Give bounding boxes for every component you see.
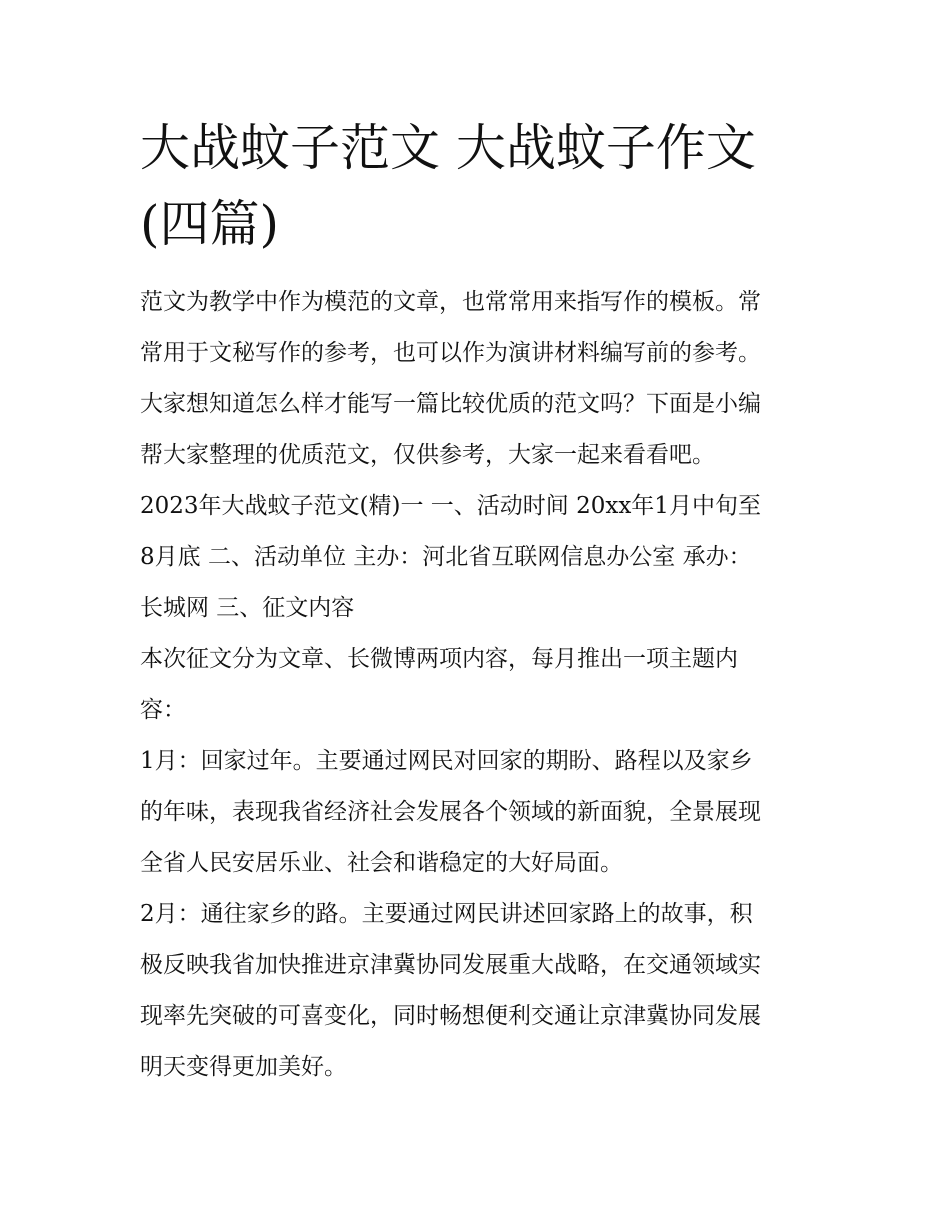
text-line: 极反映我省加快推进京津冀协同发展重大战略，在交通领域实 bbox=[140, 952, 761, 978]
text-line: 容： bbox=[140, 697, 186, 723]
text-line: 现率先突破的可喜变化，同时畅想便利交通让京津冀协同发展 bbox=[140, 1003, 761, 1029]
paragraph-content-overview bbox=[140, 634, 820, 736]
paragraph-february-theme bbox=[140, 889, 820, 1093]
text-line: 长城网 三、征文内容 bbox=[140, 595, 355, 621]
text-line: 本次征文分为文章、长微博两项内容，每月推出一项主题内 bbox=[140, 646, 738, 672]
text-line: 8月底 二、活动单位 主办：河北省互联网信息办公室 承办： bbox=[140, 544, 752, 570]
text-line: 的年味，表现我省经济社会发展各个领域的新面貌，全景展现 bbox=[140, 799, 761, 825]
document-body bbox=[140, 277, 820, 1093]
paragraph-intro bbox=[140, 277, 820, 481]
paragraph-activity-info bbox=[140, 481, 820, 634]
title-line: 大战蚊子范文 大战蚊子作文 bbox=[140, 119, 756, 177]
text-line: 2023年大战蚊子范文(精)一 一、活动时间 20xx年1月中旬至 bbox=[140, 493, 761, 519]
title-line: (四篇) bbox=[140, 195, 280, 253]
document-title bbox=[140, 110, 820, 262]
text-line: 常用于文秘写作的参考，也可以作为演讲材料编写前的参考。 bbox=[140, 340, 761, 366]
text-line: 2月：通往家乡的路。主要通过网民讲述回家路上的故事，积 bbox=[140, 901, 753, 927]
text-line: 范文为教学中作为模范的文章，也常常用来指写作的模板。常 bbox=[140, 289, 761, 315]
text-line: 大家想知道怎么样才能写一篇比较优质的范文吗？下面是小编 bbox=[140, 391, 761, 417]
text-line: 1月：回家过年。主要通过网民对回家的期盼、路程以及家乡 bbox=[140, 748, 753, 774]
text-line: 明天变得更加美好。 bbox=[140, 1054, 347, 1080]
text-line: 全省人民安居乐业、社会和谐稳定的大好局面。 bbox=[140, 850, 623, 876]
paragraph-january-theme bbox=[140, 736, 820, 889]
text-line: 帮大家整理的优质范文，仅供参考，大家一起来看看吧。 bbox=[140, 442, 715, 468]
